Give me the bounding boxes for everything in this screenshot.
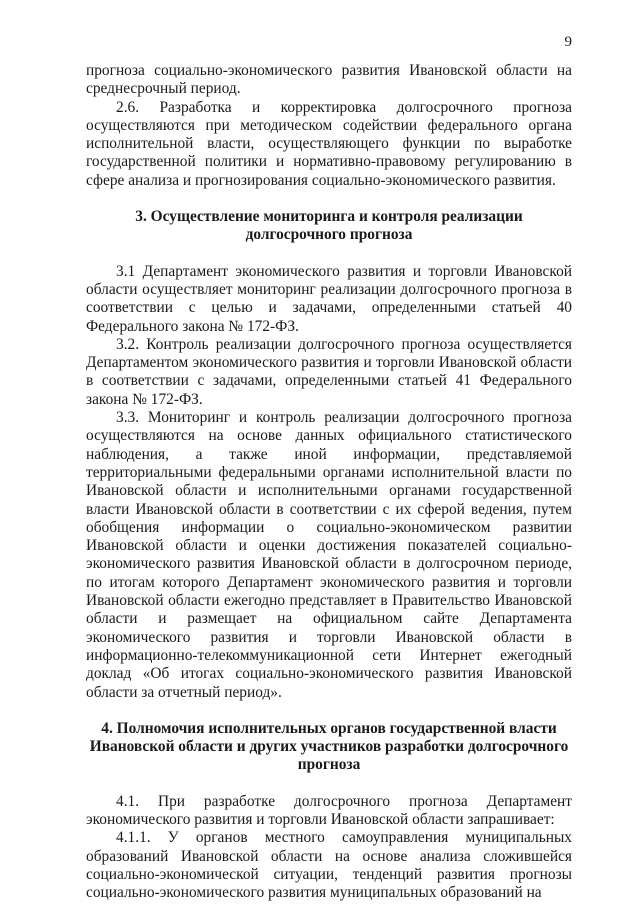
paragraph-2-6: 2.6. Разработка и корректировка долгосрочного прогноза осуществляются при методическом содействии федерального органа исполнительной власти, осуществляющего функции по выработке государственной политики и нормативно-правовому регулированию в сфере анализа и прогнозирования социально-экономического развития. [86, 98, 572, 189]
paragraph-3-1: 3.1 Департамент экономического развития и торговли Ивановской области осуществляет мониторинг реализации долгосрочного прогноза в соответствии с целью и задачами, определенными статьей 40 Федерального закона № 172-ФЗ. [86, 262, 572, 335]
section-3-heading: 3. Осуществление мониторинга и контроля реализации долгосрочного прогноза [135, 208, 523, 244]
paragraph-3-2: 3.2. Контроль реализации долгосрочного прогноза осуществляется Департаментом экономического развития и торговли Ивановской области в соответствии с задачами, определенными статьей 41 Федерального закона № 172-ФЗ. [86, 335, 572, 408]
document-page [86, 34, 572, 902]
paragraph-3-3: 3.3. Мониторинг и контроль реализации долгосрочного прогноза осуществляются на основе данных официального статистического наблюдения, а также иной информации, представляемой территориальными федеральными органами исполнительной власти по Ивановской области и исполнительными органами государственной власти Ивановской области в соответствии с их сферой ведения, путем обобщения информации о социально-экономическом развитии Ивановской области и оценки достижения показателей социально-экономического развития Ивановской области в долгосрочном периоде, по итогам которого Департамент экономического развития и торговли Ивановской области ежегодно представляет в Правительство Ивановской области и размещает на официальном сайте Департамента экономического развития и торговли Ивановской области в информационно-телекоммуникационной сети Интернет ежегодный доклад «Об итогах социально-экономического развития Ивановской области за отчетный период». [86, 409, 572, 701]
paragraph-continuation: прогноза социально-экономического развития Ивановской области на среднесрочный период. [86, 62, 572, 98]
paragraph-4-1-1: 4.1.1. У органов местного самоуправления муниципальных образований Ивановской области на основе анализа сложившейся социально-экономической ситуации, тенденций развития прогнозы социально-экономического развития муниципальных образований на [86, 829, 572, 902]
section-4-heading: 4. Полномочия исполнительных органов государственной власти Ивановской области и других участников разработки долгосрочного прогноза [89, 719, 569, 774]
page-number: 9 [564, 34, 572, 50]
paragraph-4-1: 4.1. При разработке долгосрочного прогноза Департамент экономического развития и торговли Ивановской области запрашивает: [86, 792, 572, 828]
